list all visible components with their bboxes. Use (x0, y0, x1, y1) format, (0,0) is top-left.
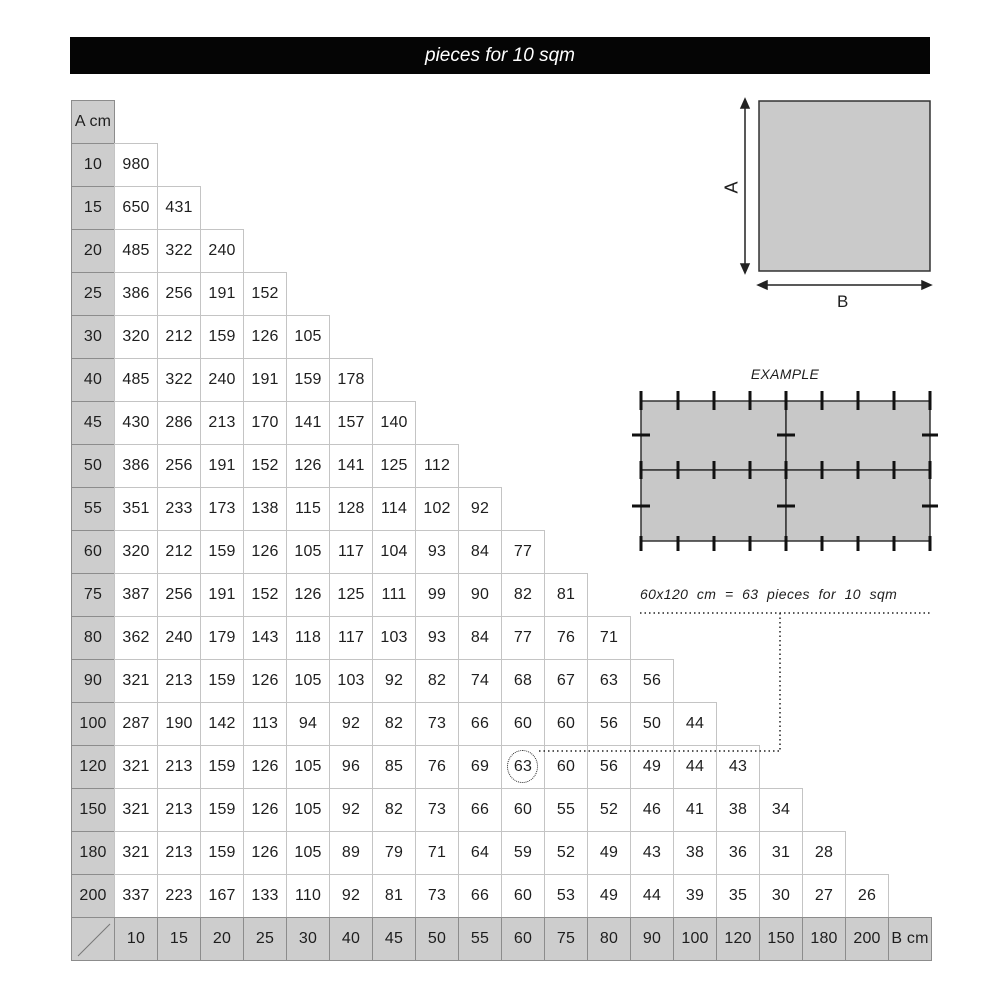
row-size-header: 50 (71, 444, 115, 488)
value-cell: 321 (114, 745, 158, 789)
value-cell: 85 (372, 745, 416, 789)
value-cell: 105 (286, 659, 330, 703)
column-size-header: 75 (544, 917, 588, 961)
row-size-header: 10 (71, 143, 115, 187)
value-cell: 76 (544, 616, 588, 660)
value-cell: 36 (716, 831, 760, 875)
value-cell: 126 (243, 659, 287, 703)
row-size-header: 15 (71, 186, 115, 230)
value-cell: 159 (200, 315, 244, 359)
value-cell: 69 (458, 745, 502, 789)
value-cell: 111 (372, 573, 416, 617)
row-size-header: 25 (71, 272, 115, 316)
value-cell: 79 (372, 831, 416, 875)
value-cell: 59 (501, 831, 545, 875)
value-cell: 126 (243, 530, 287, 574)
value-cell: 105 (286, 831, 330, 875)
value-cell: 96 (329, 745, 373, 789)
value-cell: 27 (802, 874, 846, 918)
value-cell: 223 (157, 874, 201, 918)
value-cell: 92 (458, 487, 502, 531)
value-cell: 362 (114, 616, 158, 660)
value-cell: 82 (372, 788, 416, 832)
row-size-header: 100 (71, 702, 115, 746)
value-cell: 485 (114, 229, 158, 273)
value-cell: 240 (200, 358, 244, 402)
value-cell: 191 (243, 358, 287, 402)
value-cell: 125 (329, 573, 373, 617)
value-cell: 94 (286, 702, 330, 746)
value-cell: 322 (157, 358, 201, 402)
value-cell: 105 (286, 745, 330, 789)
row-size-header: 20 (71, 229, 115, 273)
value-cell: 60 (544, 745, 588, 789)
corner-cell (71, 917, 115, 961)
value-cell: 52 (544, 831, 588, 875)
value-cell: 213 (200, 401, 244, 445)
value-cell: 28 (802, 831, 846, 875)
value-cell: 287 (114, 702, 158, 746)
row-size-header: 45 (71, 401, 115, 445)
value-cell: 92 (329, 874, 373, 918)
value-cell: 179 (200, 616, 244, 660)
column-axis-header: B cm (888, 917, 932, 961)
column-size-header: 50 (415, 917, 459, 961)
value-cell: 77 (501, 530, 545, 574)
value-cell: 167 (200, 874, 244, 918)
value-cell: 213 (157, 659, 201, 703)
value-cell: 117 (329, 530, 373, 574)
row-size-header: 40 (71, 358, 115, 402)
value-cell: 56 (630, 659, 674, 703)
value-cell: 38 (716, 788, 760, 832)
value-cell: 49 (630, 745, 674, 789)
value-cell: 213 (157, 831, 201, 875)
value-cell: 44 (673, 745, 717, 789)
value-cell: 126 (243, 788, 287, 832)
value-cell: 52 (587, 788, 631, 832)
value-cell: 126 (243, 745, 287, 789)
value-cell: 82 (415, 659, 459, 703)
value-cell: 55 (544, 788, 588, 832)
row-size-header: 90 (71, 659, 115, 703)
value-cell: 118 (286, 616, 330, 660)
value-cell: 321 (114, 788, 158, 832)
column-size-header: 180 (802, 917, 846, 961)
value-cell: 56 (587, 745, 631, 789)
value-cell: 73 (415, 874, 459, 918)
row-size-header: 200 (71, 874, 115, 918)
value-cell: 71 (415, 831, 459, 875)
row-size-header: 150 (71, 788, 115, 832)
value-cell: 256 (157, 444, 201, 488)
value-cell: 110 (286, 874, 330, 918)
value-cell: 105 (286, 315, 330, 359)
row-size-header: 120 (71, 745, 115, 789)
value-cell: 114 (372, 487, 416, 531)
value-cell: 133 (243, 874, 287, 918)
value-cell: 50 (630, 702, 674, 746)
column-size-header: 120 (716, 917, 760, 961)
example-note: 60x120 cm = 63 pieces for 10 sqm (640, 586, 898, 602)
value-cell: 71 (587, 616, 631, 660)
row-size-header: 60 (71, 530, 115, 574)
value-cell: 140 (372, 401, 416, 445)
value-cell: 31 (759, 831, 803, 875)
value-cell: 44 (630, 874, 674, 918)
value-cell: 159 (200, 659, 244, 703)
value-cell: 34 (759, 788, 803, 832)
value-cell: 191 (200, 444, 244, 488)
column-size-header: 45 (372, 917, 416, 961)
value-cell: 44 (673, 702, 717, 746)
column-size-header: 15 (157, 917, 201, 961)
value-cell: 102 (415, 487, 459, 531)
value-cell: 43 (630, 831, 674, 875)
value-cell: 141 (286, 401, 330, 445)
value-cell: 240 (200, 229, 244, 273)
value-cell: 66 (458, 788, 502, 832)
value-cell: 74 (458, 659, 502, 703)
value-cell: 30 (759, 874, 803, 918)
value-cell: 286 (157, 401, 201, 445)
value-cell: 170 (243, 401, 287, 445)
value-cell: 105 (286, 788, 330, 832)
value-cell: 233 (157, 487, 201, 531)
row-size-header: 30 (71, 315, 115, 359)
value-cell: 431 (157, 186, 201, 230)
value-cell: 64 (458, 831, 502, 875)
dimension-label-a: A (721, 181, 742, 194)
row-axis-header: A cm (71, 100, 115, 144)
value-cell: 321 (114, 831, 158, 875)
value-cell: 60 (544, 702, 588, 746)
column-size-header: 40 (329, 917, 373, 961)
value-cell: 387 (114, 573, 158, 617)
column-size-header: 100 (673, 917, 717, 961)
value-cell: 105 (286, 530, 330, 574)
value-cell: 56 (587, 702, 631, 746)
value-cell: 46 (630, 788, 674, 832)
value-cell: 81 (544, 573, 588, 617)
value-cell: 82 (501, 573, 545, 617)
page-title: pieces for 10 sqm (425, 44, 575, 66)
row-size-header: 80 (71, 616, 115, 660)
value-cell: 115 (286, 487, 330, 531)
column-size-header: 90 (630, 917, 674, 961)
value-cell: 126 (286, 444, 330, 488)
value-cell: 67 (544, 659, 588, 703)
value-cell: 320 (114, 530, 158, 574)
value-cell: 138 (243, 487, 287, 531)
value-cell: 191 (200, 573, 244, 617)
column-size-header: 80 (587, 917, 631, 961)
column-size-header: 150 (759, 917, 803, 961)
value-cell: 159 (200, 831, 244, 875)
value-cell: 53 (544, 874, 588, 918)
value-cell: 351 (114, 487, 158, 531)
value-cell: 126 (243, 315, 287, 359)
value-cell: 117 (329, 616, 373, 660)
value-cell: 60 (501, 788, 545, 832)
value-cell: 337 (114, 874, 158, 918)
value-cell: 213 (157, 788, 201, 832)
row-size-header: 75 (71, 573, 115, 617)
value-cell: 49 (587, 874, 631, 918)
value-cell: 212 (157, 530, 201, 574)
value-cell: 386 (114, 272, 158, 316)
value-cell: 92 (329, 788, 373, 832)
value-cell: 49 (587, 831, 631, 875)
value-cell: 60 (501, 702, 545, 746)
value-cell: 143 (243, 616, 287, 660)
value-cell: 93 (415, 616, 459, 660)
value-cell: 321 (114, 659, 158, 703)
value-cell: 141 (329, 444, 373, 488)
value-cell: 39 (673, 874, 717, 918)
value-cell: 89 (329, 831, 373, 875)
value-cell: 90 (458, 573, 502, 617)
value-cell: 104 (372, 530, 416, 574)
value-cell: 152 (243, 573, 287, 617)
value-cell: 256 (157, 573, 201, 617)
column-size-header: 55 (458, 917, 502, 961)
value-cell: 84 (458, 616, 502, 660)
value-cell: 485 (114, 358, 158, 402)
value-cell: 126 (243, 831, 287, 875)
value-cell: 68 (501, 659, 545, 703)
value-cell: 980 (114, 143, 158, 187)
value-cell: 240 (157, 616, 201, 660)
value-cell: 142 (200, 702, 244, 746)
value-cell: 256 (157, 272, 201, 316)
value-cell: 103 (372, 616, 416, 660)
value-cell: 77 (501, 616, 545, 660)
value-cell: 178 (329, 358, 373, 402)
highlight-circle (507, 750, 538, 783)
column-size-header: 30 (286, 917, 330, 961)
row-size-header: 180 (71, 831, 115, 875)
value-cell: 41 (673, 788, 717, 832)
value-cell: 159 (200, 530, 244, 574)
column-size-header: 10 (114, 917, 158, 961)
value-cell: 103 (329, 659, 373, 703)
value-cell: 159 (200, 788, 244, 832)
value-cell: 128 (329, 487, 373, 531)
value-cell: 112 (415, 444, 459, 488)
value-cell: 159 (200, 745, 244, 789)
value-cell: 125 (372, 444, 416, 488)
value-cell: 66 (458, 702, 502, 746)
value-cell: 157 (329, 401, 373, 445)
value-cell: 212 (157, 315, 201, 359)
value-cell: 152 (243, 444, 287, 488)
dimension-label-b: B (837, 292, 849, 311)
value-cell: 650 (114, 186, 158, 230)
value-cell: 73 (415, 702, 459, 746)
value-cell: 126 (286, 573, 330, 617)
value-cell: 213 (157, 745, 201, 789)
value-cell: 63 (587, 659, 631, 703)
value-cell: 386 (114, 444, 158, 488)
value-cell: 92 (329, 702, 373, 746)
column-size-header: 25 (243, 917, 287, 961)
value-cell: 159 (286, 358, 330, 402)
value-cell: 190 (157, 702, 201, 746)
value-cell: 76 (415, 745, 459, 789)
value-cell: 93 (415, 530, 459, 574)
value-cell: 73 (415, 788, 459, 832)
value-cell: 152 (243, 272, 287, 316)
value-cell: 60 (501, 874, 545, 918)
value-cell: 26 (845, 874, 889, 918)
value-cell: 191 (200, 272, 244, 316)
value-cell: 99 (415, 573, 459, 617)
value-cell: 84 (458, 530, 502, 574)
column-size-header: 60 (501, 917, 545, 961)
value-cell: 322 (157, 229, 201, 273)
value-cell: 38 (673, 831, 717, 875)
value-cell: 82 (372, 702, 416, 746)
value-cell: 430 (114, 401, 158, 445)
column-size-header: 200 (845, 917, 889, 961)
value-cell: 92 (372, 659, 416, 703)
value-cell-highlighted: 63 (501, 745, 545, 789)
value-cell: 35 (716, 874, 760, 918)
value-cell: 113 (243, 702, 287, 746)
column-size-header: 20 (200, 917, 244, 961)
row-size-header: 55 (71, 487, 115, 531)
value-cell: 43 (716, 745, 760, 789)
value-cell: 173 (200, 487, 244, 531)
value-cell: 81 (372, 874, 416, 918)
example-title: EXAMPLE (750, 366, 820, 382)
value-cell: 320 (114, 315, 158, 359)
value-cell: 66 (458, 874, 502, 918)
